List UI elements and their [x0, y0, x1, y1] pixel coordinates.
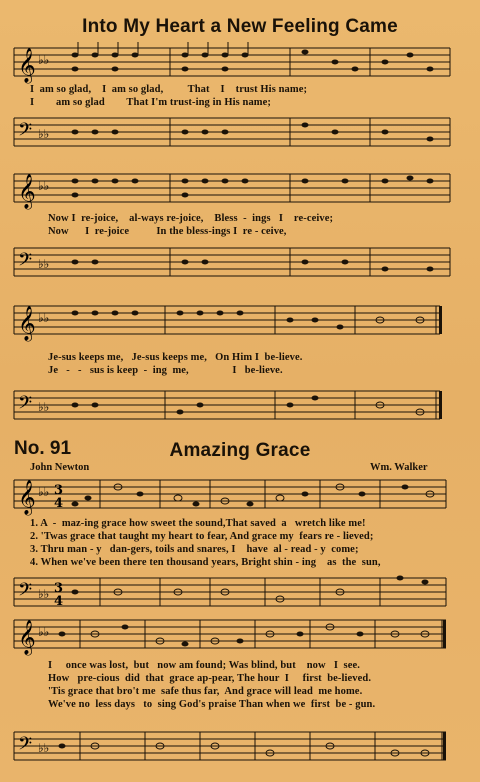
song-title: Into My Heart a New Feeling Came — [82, 16, 398, 37]
lyric-line: Je - - sus is keep - ing me, I be-lieve. — [48, 365, 283, 376]
svg-text:♭♭: ♭♭ — [38, 587, 50, 601]
svg-text:3: 3 — [54, 581, 64, 596]
verse-line: We've no less days to sing God's praise Than when we first be - gun. — [48, 699, 376, 710]
svg-text:𝄢: 𝄢 — [18, 734, 33, 759]
svg-text:♭♭: ♭♭ — [38, 257, 50, 271]
svg-text:♭♭: ♭♭ — [38, 485, 50, 499]
svg-text:𝄞: 𝄞 — [18, 620, 36, 655]
verse-line: How pre-cious did that grace ap-pear, The hour I first be-lieved. — [48, 673, 372, 684]
svg-text:♭♭: ♭♭ — [38, 400, 50, 414]
svg-text:𝄞: 𝄞 — [18, 480, 36, 515]
hymn-number: No. 91 — [14, 438, 72, 459]
svg-text:♭♭: ♭♭ — [38, 311, 50, 325]
treble-staff — [0, 610, 480, 660]
lyric-line: I am so glad, I am so glad, That I trust His name; — [30, 84, 308, 95]
treble-staff — [0, 474, 480, 522]
bass-staff — [0, 722, 480, 772]
svg-text:♭♭: ♭♭ — [38, 53, 50, 67]
bass-staff — [0, 112, 480, 156]
svg-text:𝄞: 𝄞 — [18, 306, 36, 341]
svg-text:𝄢: 𝄢 — [18, 393, 33, 418]
lyric-line: I am so glad That I'm trust-ing in His name; — [30, 97, 272, 108]
lyric-line: Now I re-joice In the bless-ings I re - ceive, — [48, 226, 287, 237]
bass-staff — [0, 242, 480, 286]
svg-text:4: 4 — [54, 496, 64, 511]
lyric-line: Je-sus keeps me, Je-sus keeps me, On Him I be-lieve. — [48, 352, 303, 363]
svg-text:𝄢: 𝄢 — [18, 580, 33, 605]
lyricist-credit: John Newton — [30, 462, 90, 473]
verse-line: I once was lost, but now am found; Was blind, but now I see. — [48, 660, 360, 671]
verse-line: 3. Thru man - y dan-gers, toils and snares, I have al - read - y come; — [30, 544, 359, 555]
svg-text:3: 3 — [54, 483, 64, 498]
svg-text:♭♭: ♭♭ — [38, 127, 50, 141]
svg-text:♭♭: ♭♭ — [38, 625, 50, 639]
svg-text:𝄞: 𝄞 — [18, 48, 36, 83]
svg-text:𝄢: 𝄢 — [18, 120, 33, 145]
verse-line: 'Tis grace that bro't me safe thus far, And grace will lead me home. — [48, 686, 363, 697]
bass-staff — [0, 385, 480, 429]
composer-credit: Wm. Walker — [370, 462, 428, 473]
song-title: Amazing Grace — [169, 440, 311, 461]
treble-staff — [0, 168, 480, 218]
verse-line: 4. When we've been there ten thousand years, Bright shin - ing as the sun, — [30, 557, 381, 568]
svg-text:𝄢: 𝄢 — [18, 250, 33, 275]
verse-line: 2. 'Twas grace that taught my heart to fear, And grace my fears re - lieved; — [30, 531, 374, 542]
treble-staff — [0, 300, 480, 350]
svg-text:4: 4 — [54, 594, 64, 609]
svg-text:♭♭: ♭♭ — [38, 741, 50, 755]
svg-text:♭♭: ♭♭ — [38, 179, 50, 193]
lyric-line: Now I re-joice, al-ways re-joice, Bless - ings I re-ceive; — [48, 213, 334, 224]
verse-line: 1. A - maz-ing grace how sweet the sound,That saved a wretch like me! — [30, 518, 366, 529]
svg-text:𝄞: 𝄞 — [18, 174, 36, 209]
